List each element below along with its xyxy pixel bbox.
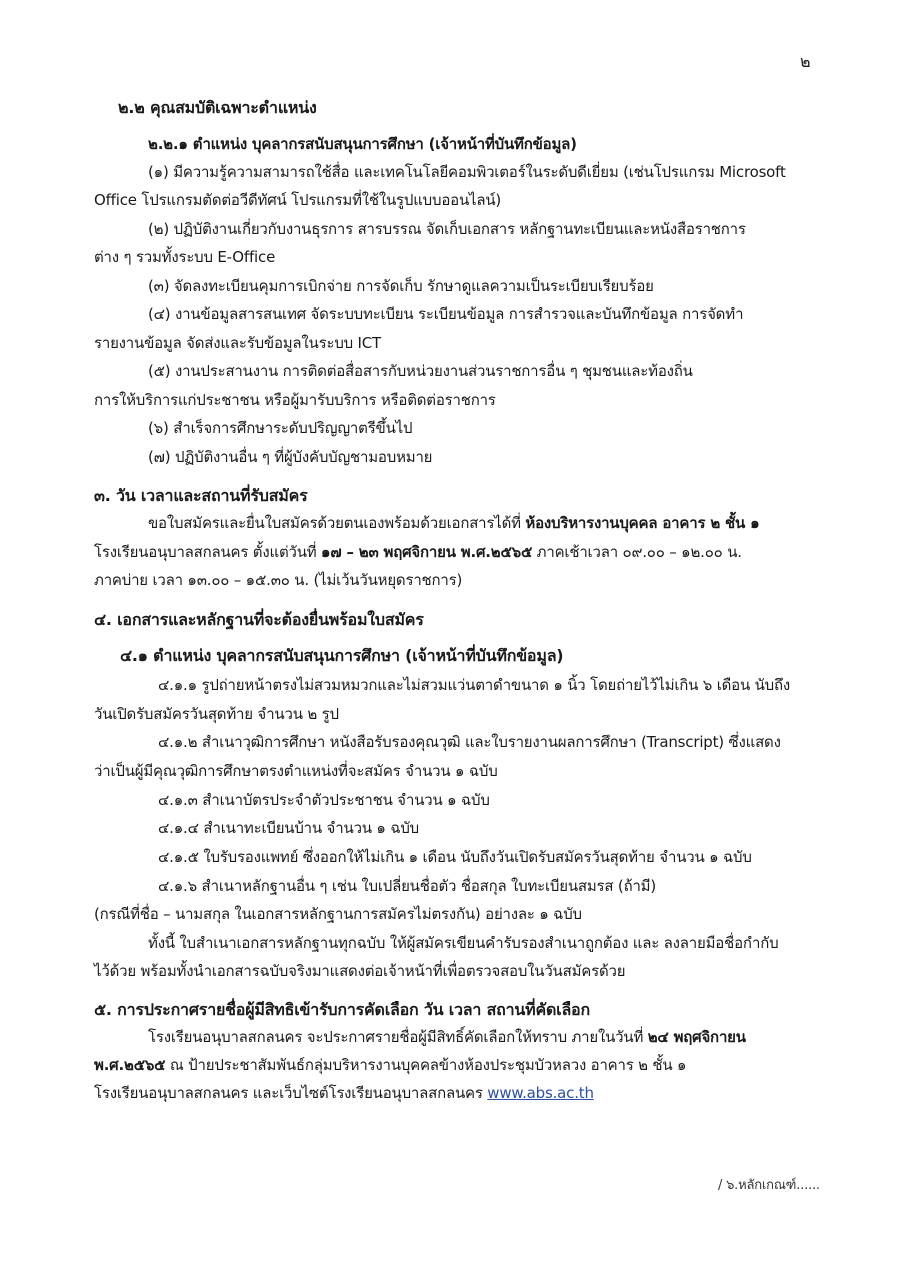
school-website-link[interactable]: www.abs.ac.th [487, 1084, 594, 1102]
qualification-item-1: (๑) มีความรู้ความสามารถใช้สื่อ และเทคโนโลยีคอมพิวเตอร์ในระดับดีเยี่ยม (เช่นโปรแกรม Microsoft [148, 163, 786, 181]
section-2-2-heading: ๒.๒ คุณสมบัติเฉพาะตำแหน่ง [118, 98, 317, 117]
document-item-2-cont: ว่าเป็นผู้มีคุณวุฒิการศึกษาตรงตำแหน่งที่จะสมัคร จำนวน ๑ ฉบับ [94, 762, 498, 780]
document-item-1: ๔.๑.๑ รูปถ่ายหน้าตรงไม่สวมหมวกและไม่สวมแว่นตาดำขนาด ๑ นิ้ว โดยถ่ายไว้ไม่เกิน ๖ เดือน นับถึง [158, 676, 790, 694]
application-dates: ๑๗ – ๒๓ พฤศจิกายน พ.ศ.๒๕๖๕ [321, 543, 533, 561]
continuation-note: / ๖.หลักเกณฑ์...... [718, 1178, 820, 1193]
section-3-line-2-text: โรงเรียนอนุบาลสกลนคร ตั้งแต่วันที่ [94, 543, 322, 561]
section-5-heading: ๕. การประกาศรายชื่อผู้มีสิทธิเข้ารับการคัดเลือก วัน เวลา สถานที่คัดเลือก [94, 1000, 590, 1019]
section-4-1-heading: ๔.๑ ตำแหน่ง บุคลากรสนับสนุนการศึกษา (เจ้าหน้าที่บันทึกข้อมูล) [120, 646, 564, 665]
qualification-item-2: (๒) ปฏิบัติงานเกี่ยวกับงานธุรการ สารบรรณ จัดเก็บเอกสาร หลักฐานทะเบียนและหนังสือราชการ [148, 220, 746, 238]
announcement-date: ๒๔ พฤศจิกายน [647, 1028, 746, 1046]
section-5-line-1 [148, 1027, 746, 1047]
document-note: ทั้งนี้ ใบสำเนาเอกสารหลักฐานทุกฉบับ ให้ผู้สมัครเขียนคำรับรองสำเนาถูกต้อง และ ลงลายมือชื่อกำกับ [148, 934, 779, 952]
qualification-item-4-cont: รายงานข้อมูล จัดส่งและรับข้อมูลในระบบ ICT [94, 334, 381, 352]
section-3-line-1 [148, 513, 759, 533]
qualification-item-5-cont: การให้บริการแก่ประชาชน หรือผู้มารับบริการ หรือติดต่อราชการ [94, 391, 496, 409]
section-5-line-2 [94, 1055, 686, 1075]
document-item-1-cont: วันเปิดรับสมัครวันสุดท้าย จำนวน ๒ รูป [94, 705, 339, 723]
qualification-item-7: (๗) ปฏิบัติงานอื่น ๆ ที่ผู้บังคับบัญชามอบหมาย [148, 448, 433, 466]
section-5-line-3 [94, 1083, 594, 1103]
application-location: ห้องบริหารงานบุคคล อาคาร ๒ ชั้น ๑ [525, 514, 760, 532]
document-item-6-cont: (กรณีที่ชื่อ – นามสกุล ในเอกสารหลักฐานการสมัครไม่ตรงกัน) อย่างละ ๑ ฉบับ [94, 905, 582, 923]
document-item-3: ๔.๑.๓ สำเนาบัตรประจำตัวประชาชน จำนวน ๑ ฉบับ [158, 791, 490, 809]
qualification-item-6: (๖) สำเร็จการศึกษาระดับปริญญาตรีขึ้นไป [148, 419, 413, 437]
section-5-line-3-text: โรงเรียนอนุบาลสกลนคร และเว็บไซต์โรงเรียนอนุบาลสกลนคร [94, 1084, 488, 1102]
document-item-5: ๔.๑.๕ ใบรับรองแพทย์ ซึ่งออกให้ไม่เกิน ๑ เดือน นับถึงวันเปิดรับสมัครวันสุดท้าย จำนวน ๑ ฉบับ [158, 848, 752, 866]
page-number: ๒ [800, 52, 811, 71]
announcement-place: ณ ป้ายประชาสัมพันธ์กลุ่มบริหารงานบุคคลข้างห้องประชุมบัวหลวง อาคาร ๒ ชั้น ๑ [165, 1056, 687, 1074]
qualification-item-2-cont: ต่าง ๆ รวมทั้งระบบ E-Office [94, 248, 276, 266]
section-2-2-1-heading: ๒.๒.๑ ตำแหน่ง บุคลากรสนับสนุนการศึกษา (เจ้าหน้าที่บันทึกข้อมูล) [148, 135, 577, 153]
section-5-line-1-text: โรงเรียนอนุบาลสกลนคร จะประกาศรายชื่อผู้มีสิทธิ์คัดเลือกให้ทราบ ภายในวันที่ [148, 1028, 648, 1046]
document-note-cont: ไว้ด้วย พร้อมทั้งนำเอกสารฉบับจริงมาแสดงต่อเจ้าหน้าที่เพื่อตรวจสอบในวันสมัครด้วย [94, 962, 626, 980]
document-item-2: ๔.๑.๒ สำเนาวุฒิการศึกษา หนังสือรับรองคุณวุฒิ และใบรายงานผลการศึกษา (Transcript) ซึ่งแสดง [158, 733, 781, 751]
section-4-heading: ๔. เอกสารและหลักฐานที่จะต้องยื่นพร้อมใบสมัคร [94, 610, 424, 629]
qualification-item-4: (๔) งานข้อมูลสารสนเทศ จัดระบบทะเบียน ระเบียนข้อมูล การสำรวจและบันทึกข้อมูล การจัดทำ [148, 305, 744, 323]
document-item-6: ๔.๑.๖ สำเนาหลักฐานอื่น ๆ เช่น ใบเปลี่ยนชื่อตัว ชื่อสกุล ใบทะเบียนสมรส (ถ้ามี) [158, 877, 657, 895]
announcement-year: พ.ศ.๒๕๖๕ [94, 1056, 166, 1074]
qualification-item-1-cont: Office โปรแกรมตัดต่อวีดีทัศน์ โปรแกรมที่ใช้ในรูปแบบออนไลน์) [94, 191, 502, 209]
qualification-item-5: (๕) งานประสานงาน การติดต่อสื่อสารกับหน่วยงานส่วนราชการอื่น ๆ ชุมชนและท้องถิ่น [148, 362, 693, 380]
document-item-4: ๔.๑.๔ สำเนาทะเบียนบ้าน จำนวน ๑ ฉบับ [158, 819, 419, 837]
section-3-line-3: ภาคบ่าย เวลา ๑๓.๐๐ – ๑๕.๓๐ น. (ไม่เว้นวันหยุดราชการ) [94, 571, 463, 589]
qualification-item-3: (๓) จัดลงทะเบียนคุมการเบิกจ่าย การจัดเก็บ รักษาดูแลความเป็นระเบียบเรียบร้อย [148, 277, 654, 295]
morning-hours: ภาคเช้าเวลา ๐๙.๐๐ – ๑๒.๐๐ น. [532, 543, 742, 561]
section-3-heading: ๓. วัน เวลาและสถานที่รับสมัคร [94, 486, 308, 505]
section-3-line-2 [94, 542, 742, 562]
section-3-line-1-text: ขอใบสมัครและยื่นใบสมัครด้วยตนเองพร้อมด้วยเอกสารได้ที่ [148, 514, 526, 532]
